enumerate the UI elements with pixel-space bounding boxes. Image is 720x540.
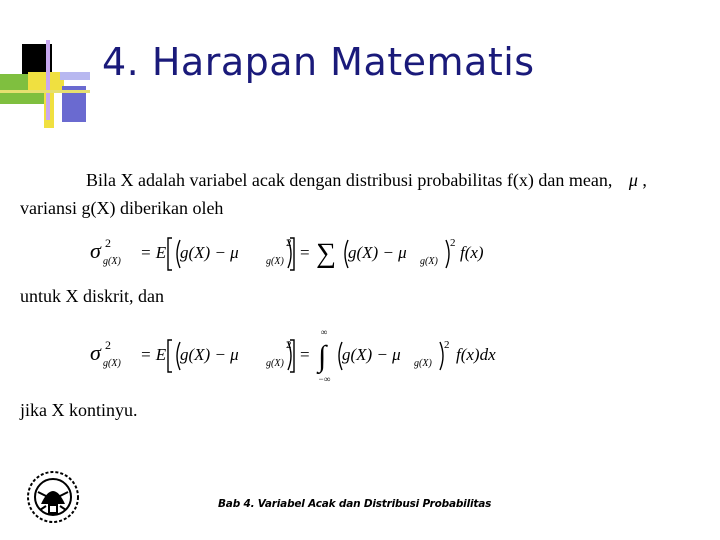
inner-term: g(X) − μ xyxy=(180,345,239,364)
corner-decoration xyxy=(0,0,100,130)
sum-right-paren xyxy=(446,240,449,268)
density-term: f(x)dx xyxy=(456,345,496,364)
integrand-right-paren xyxy=(440,342,443,370)
slide-footer: Bab 4. Variabel Acak dan Distribusi Probabilitas xyxy=(218,498,492,510)
sigma-symbol: σ xyxy=(90,340,101,365)
left-bracket xyxy=(168,340,172,372)
sum-mu-subscript: g(X) xyxy=(420,256,438,267)
density-term: f(x) xyxy=(460,243,484,262)
university-seal-logo xyxy=(26,470,80,529)
intro-line-1 xyxy=(86,170,647,191)
discrete-note: untuk X diskrit, dan xyxy=(20,286,164,306)
continuous-note: jika X kontinyu. xyxy=(20,400,138,420)
mu-subscript: g(X) xyxy=(266,256,284,267)
sigma-subscript: g(X) xyxy=(103,256,121,267)
intro-line-2: variansi g(X) diberikan oleh xyxy=(20,198,224,218)
slide-title: 4. Harapan Matematis xyxy=(102,40,535,84)
sigma-symbol: σ xyxy=(90,238,101,263)
integral-upper-limit: ∞ xyxy=(321,327,328,337)
expectation-operator: = E xyxy=(140,243,167,262)
integral-lower-limit: −∞ xyxy=(318,374,331,384)
equation-discrete xyxy=(90,230,510,279)
sigma-superscript: 2 xyxy=(105,236,111,250)
integrand-term: g(X) − μ xyxy=(342,345,401,364)
sigma-superscript: 2 xyxy=(105,338,111,352)
integrand-mu-subscript: g(X) xyxy=(414,358,432,369)
sum-symbol: ∑ xyxy=(316,238,336,269)
bracket-superscript: 2 xyxy=(286,237,292,249)
expectation-operator: = E xyxy=(140,345,167,364)
integral-symbol: ∫ xyxy=(318,340,327,373)
equals-sign: = xyxy=(300,243,310,262)
mu-symbol: μ xyxy=(628,170,638,190)
integrand-superscript: 2 xyxy=(444,339,450,351)
comma: , xyxy=(642,170,647,190)
sum-term: g(X) − μ xyxy=(348,243,407,262)
equals-sign: = xyxy=(300,345,310,364)
sigma-subscript: g(X) xyxy=(103,358,121,369)
left-bracket xyxy=(168,238,172,270)
equation-continuous xyxy=(90,326,520,391)
mu-subscript: g(X) xyxy=(266,358,284,369)
intro-text: Bila X adalah variabel acak dengan distribusi probabilitas f(x) dan mean, xyxy=(86,170,613,190)
sum-superscript: 2 xyxy=(450,237,456,249)
bracket-superscript: 2 xyxy=(286,339,292,351)
inner-term: g(X) − μ xyxy=(180,243,239,262)
